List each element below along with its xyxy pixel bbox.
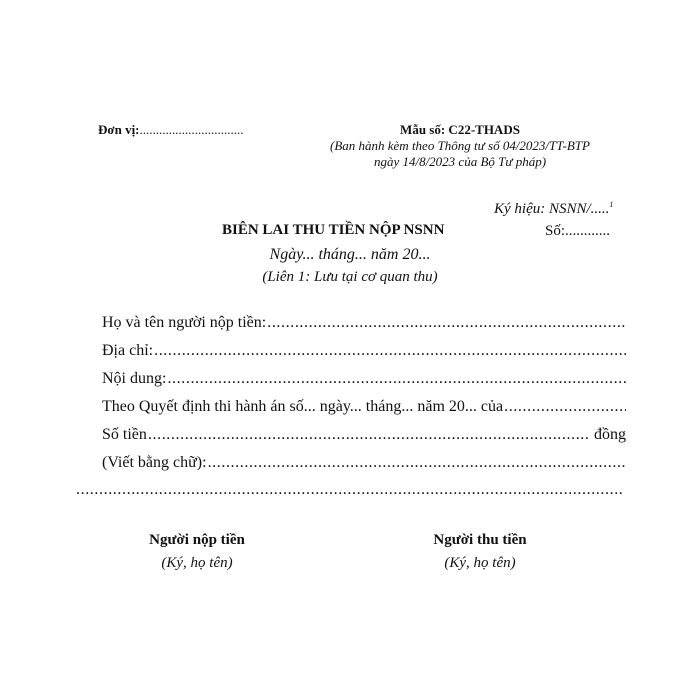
field-decision: [102, 398, 626, 416]
unit-label: Đơn vị:: [98, 122, 140, 137]
receipt-symbol-text: Ký hiệu: NSNN/.....: [494, 201, 610, 217]
document-title: BIÊN LAI THU TIỀN NỘP NSNN: [222, 222, 445, 238]
field-amount: [102, 426, 626, 444]
issued-by-line2: ngày 14/8/2023 của Bộ Tư pháp): [373, 154, 547, 169]
field-address: [102, 342, 626, 360]
dotted-fill: [208, 454, 626, 472]
receipt-number: Số:............: [545, 223, 611, 239]
extra-dotted-line: [76, 481, 624, 499]
footnote-marker: 1: [609, 200, 614, 209]
currency-unit: đồng: [594, 426, 626, 443]
field-label: Số tiền: [102, 426, 147, 443]
unit-field: [98, 122, 244, 138]
field-amount-words: [102, 454, 626, 472]
payer-signature-title: Người nộp tiền: [149, 532, 245, 548]
receipt-symbol: [494, 200, 613, 218]
issued-by-line1: (Ban hành kèm theo Thông tư số 04/2023/TT-BTP: [330, 138, 590, 153]
payer-signature-note: (Ký, họ tên): [161, 555, 233, 571]
field-content: [102, 370, 626, 388]
dotted-fill: [148, 426, 590, 444]
dotted-fill: [154, 342, 626, 360]
copy-line: (Liên 1: Lưu tại cơ quan thu): [262, 269, 438, 285]
dotted-fill: [267, 314, 626, 332]
field-label: Nội dung:: [102, 370, 167, 387]
field-label: Địa chỉ:: [102, 342, 154, 359]
field-payer-name: [102, 314, 626, 332]
field-label: Theo Quyết định thi hành án số... ngày... tháng... năm 20... của: [102, 398, 504, 415]
dotted-fill: [504, 398, 626, 416]
form-number: Mẫu số: C22-THADS: [400, 122, 520, 137]
field-label: (Viết bằng chữ):: [102, 454, 207, 471]
dotted-fill: [167, 370, 626, 388]
field-label: Họ và tên người nộp tiền:: [102, 314, 267, 331]
date-line: Ngày... tháng... năm 20...: [269, 246, 431, 263]
collector-signature-note: (Ký, họ tên): [444, 555, 516, 571]
unit-dots: ................................: [139, 122, 244, 137]
collector-signature-title: Người thu tiền: [433, 532, 527, 548]
